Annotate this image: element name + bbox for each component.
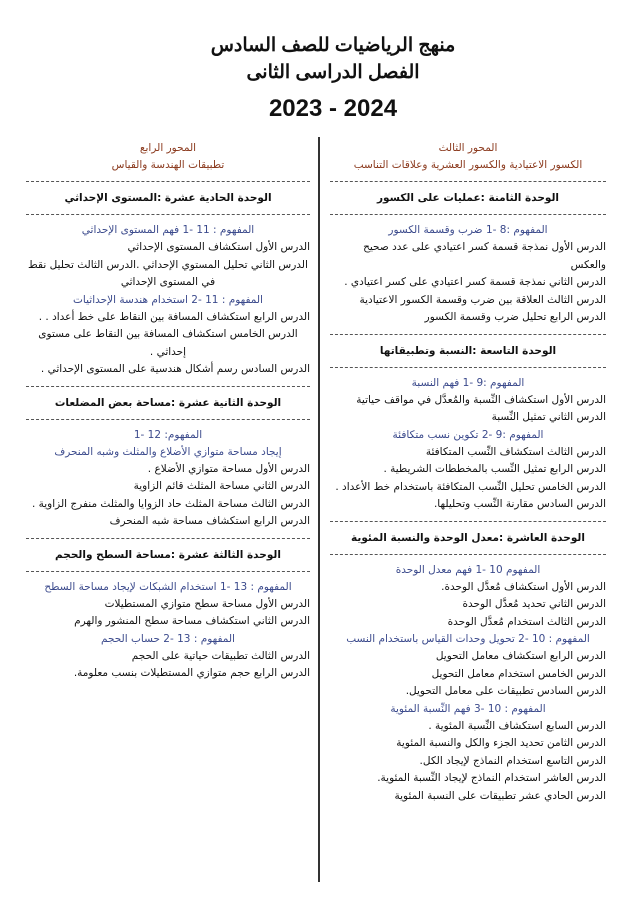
concept-title: المفهوم : 11 -1 فهم المستوى الإحداثي [81,224,255,236]
concept-title: المفهوم: 12 -1 [133,428,203,441]
concept-title: المفهوم :9 -2 تكوين نسب متكافئة [392,428,544,441]
column-divider [318,137,320,882]
lesson-item: الدرس الخامس استكشاف المسافة بين النقاط على مستوى إحداثي . [38,328,298,358]
concept-title: المفهوم : 10 -3 فهم النِّسبة المئوية [390,702,546,715]
column-axis-3 [330,140,606,805]
dashed-divider [330,521,606,522]
lesson-item: الدرس السادس تطبيقات على معامل التحويل. [405,685,606,697]
unit-title: الوحدة الثامنة :عمليات على الكسور [376,192,560,204]
unit-title: الوحدة الثالثة عشرة :مساحة السطح والحجم [55,548,281,561]
unit-title: الوحدة التاسعة :النسبة وتطبيقاتها [379,344,557,357]
dashed-divider [330,181,606,182]
axis-title: الكسور الاعتيادية والكسور العشرية وعلاقات التناسب [353,159,583,171]
lesson-item: الدرس السادس مقارنة النِّسب وتحليلها. [433,498,606,510]
concept-title: المفهوم : 13 -2 حساب الحجم [101,632,235,645]
unit-title: الوحدة الحادية عشرة :المستوى الإحداثي [64,192,272,204]
lesson-item: الدرس الرابع تحليل ضرب وقسمة الكسور [424,311,606,323]
lesson-item: الدرس الرابع استكشاف المسافة بين النقاط على خط أعداد . . [38,310,310,323]
lesson-item: الدرس الثاني تحديد مُعدَّل الوحدة [462,598,606,610]
lesson-item: الدرس الثالث العلاقة بين ضرب وقسمة الكسور الاعتيادية [359,293,606,306]
lesson-item: الدرس الثاني تمثيل النِّسبة [491,411,606,423]
lesson-item: الدرس الثالث تطبيقات حياتية على الحجم [131,649,310,662]
axis-title: تطبيقات الهندسة والقياس [111,159,225,171]
concept-title: المفهوم : 13 -1 استخدام الشبكات لإيجاد مساحة السطح [44,580,292,593]
lesson-item: الدرس الخامس تحليل النِّسب المتكافئة باستخدام خط الأعداد . [335,480,606,493]
lesson-item: الدرس الثالث استخدام مُعدَّل الوحدة [447,615,606,628]
lesson-item: الدرس العاشر استخدام النماذج لإيجاد النِّسبة المئوية. [377,772,606,784]
lesson-item: الدرس الثاني استكشاف مساحة سطح المنشور والهرم [74,615,310,627]
axis-label: المحور الثالث [438,142,498,154]
dashed-divider [330,554,606,555]
lesson-item: الدرس الثالث استكشاف النِّسب المتكافئة [425,445,606,458]
document-title: منهج الرياضيات للصف السادس [210,35,456,56]
lesson-item: الدرس الحادي عشر تطبيقات على النسبة المئوية [394,789,606,802]
dashed-divider [26,419,310,420]
unit-title: الوحدة الثانية عشرة :مساحة بعض المضلعات [54,396,282,409]
lesson-item: الدرس الأول استكشاف مُعدَّل الوحدة. [441,580,606,593]
lesson-item: الدرس الأول استكشاف النِّسبة والمُعدَّل في مواقف حياتية [356,393,606,406]
lesson-item: الدرس الرابع تمثيل النِّسب بالمخططات الشريطية . [383,463,606,475]
dashed-divider [330,334,606,335]
lesson-item: الدرس الأول مساحة متوازي الأضلاع . [147,462,310,475]
concept-title: المفهوم :9 -1 فهم النسبة [411,376,525,389]
lesson-item: الدرس الثاني نمذجة قسمة كسر اعتيادي على كسر اعتيادي . [344,276,606,288]
unit-title: الوحدة العاشرة :معدل الوحدة والنسبة المئوية [351,531,585,544]
lesson-item: الدرس الثاني مساحة المثلث قائم الزاوية [133,480,310,492]
dashed-divider [330,214,606,215]
concept-title: المفهوم : 10 -2 تحويل وحدات القياس باستخدام النسب [346,633,590,645]
column-axis-4 [26,140,310,683]
lesson-item: الدرس الثامن تحديد الجزء والكل والنسبة المئوية [396,737,606,749]
lesson-item: الدرس السادس رسم أشكال هندسية على المستوى الإحداثي . [40,363,310,375]
dashed-divider [26,181,310,182]
lesson-item: الدرس الأول استكشاف المستوى الإحداثي [127,241,310,253]
lesson-item: الدرس الثالث مساحة المثلث حاد الزوايا والمثلث منفرج الزاوية . [31,497,310,510]
dashed-divider [26,538,310,539]
lesson-item: الدرس الرابع حجم متوازي المستطيلات بنسب معلومة. [73,667,310,679]
lesson-item: الدرس الثاني تحليل المستوي الإحداثي .الدرس الثالث تحليل نقط في المستوى الإحداثي [28,258,308,288]
document-term: الفصل الدراسى الثانى [246,62,420,83]
lesson-item: الدرس السابع استكشاف النِّسبة المئوية . [428,719,606,732]
lesson-item: الدرس التاسع استخدام النماذج لإيجاد الكل. [419,754,606,767]
lesson-item: الدرس الرابع استكشاف معامل التحويل [435,650,606,662]
dashed-divider [26,386,310,387]
axis-label: المحور الرابع [139,142,197,154]
concept-title: المفهوم : 11 -2 استخدام هندسة الإحداثيات [73,293,263,306]
document-header [0,32,636,126]
dashed-divider [26,214,310,215]
lesson-item: الدرس الأول مساحة سطح متوازي المستطيلات [104,597,310,610]
lesson-item: الدرس الخامس استخدام معامل التحويل [431,667,606,680]
lesson-item: الدرس الرابع استكشاف مساحة شبه المنحرف [109,515,310,527]
document-year: 2023 - 2024 [268,95,398,122]
concept-subtitle: إيجاد مساحة متوازي الأضلاع والمثلث وشبه المنحرف [54,445,282,458]
dashed-divider [330,367,606,368]
concept-title: المفهوم :8 -1 ضرب وقسمة الكسور [388,224,548,236]
concept-title: المفهوم 10 -1 فهم معدل الوحدة [395,563,541,576]
lesson-item: الدرس الأول نمذجة قسمة كسر اعتيادي على عدد صحيح والعكس [363,241,606,271]
dashed-divider [26,571,310,572]
